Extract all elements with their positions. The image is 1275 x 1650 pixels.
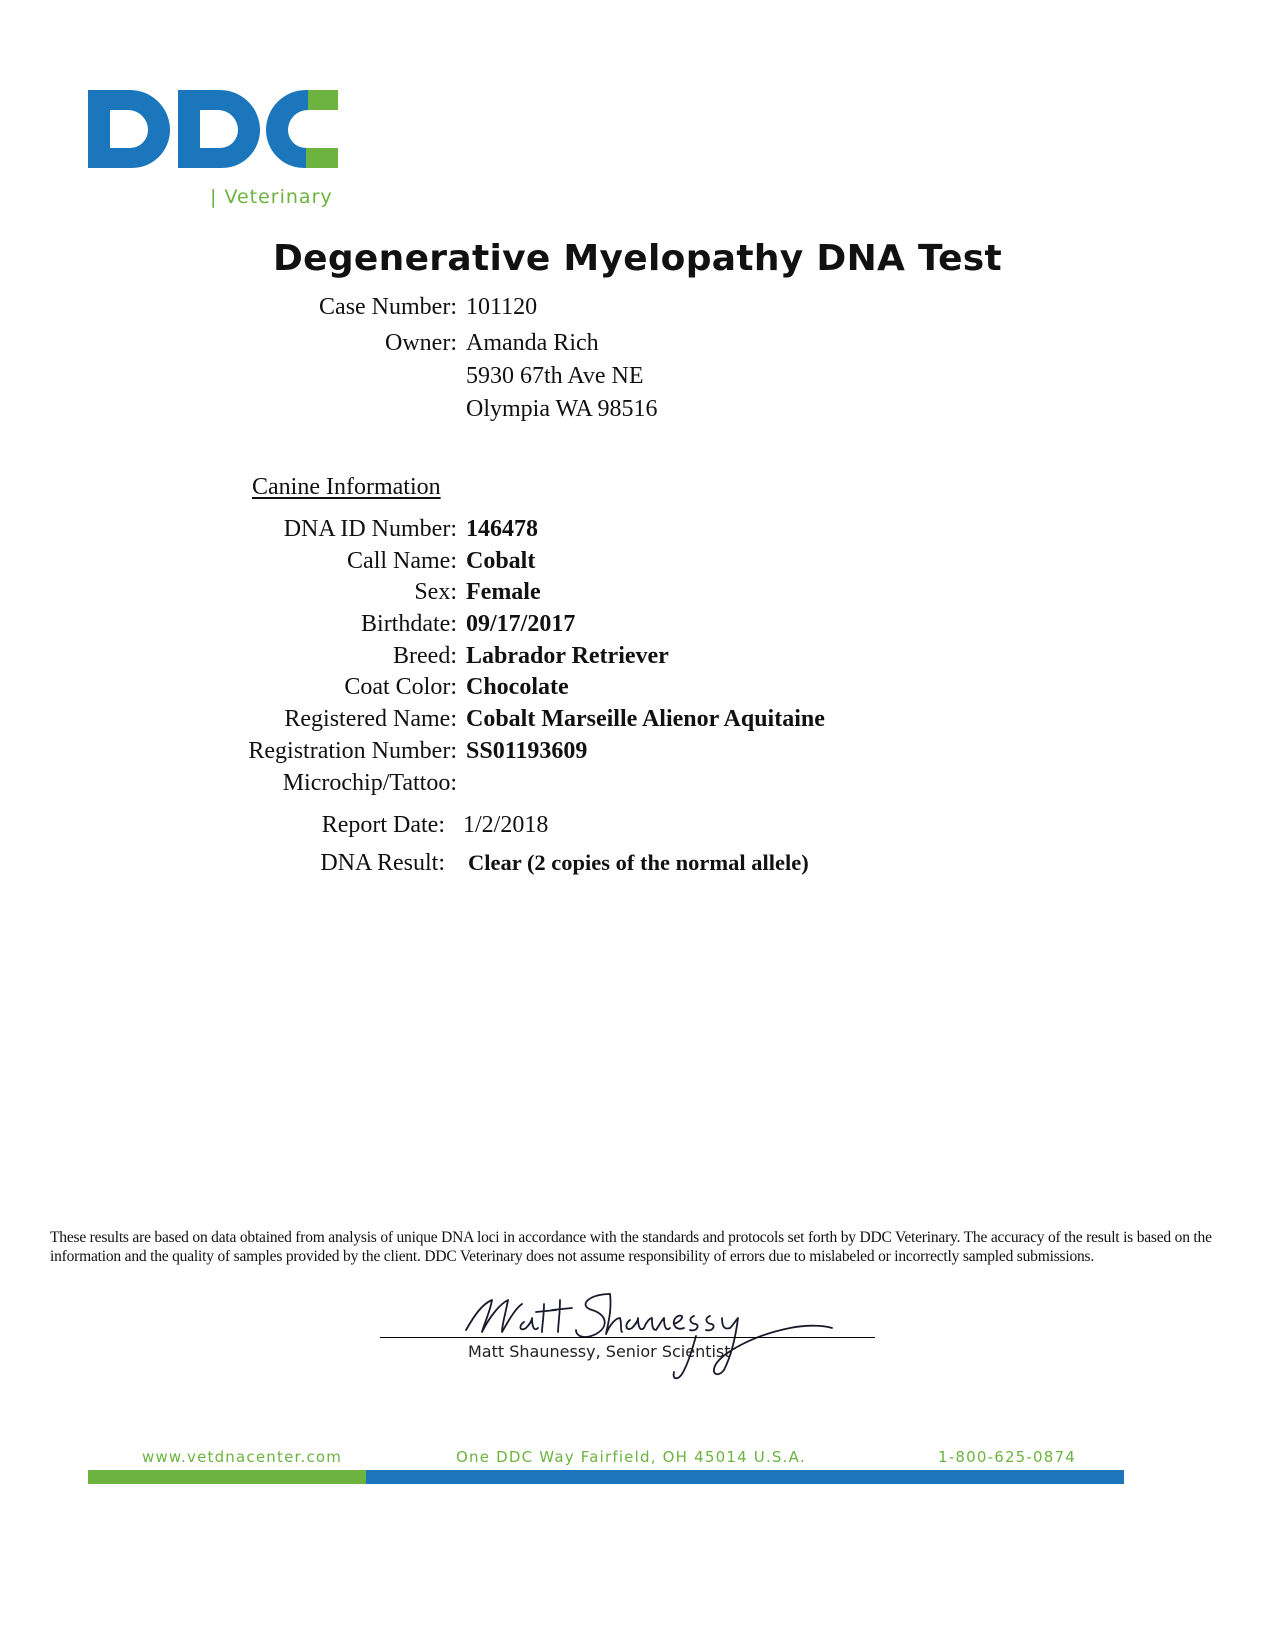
dna-id-value: 146478 [466, 516, 538, 542]
logo-subtitle: | Veterinary [210, 186, 333, 208]
signature-line [380, 1337, 875, 1338]
birthdate-value: 09/17/2017 [466, 611, 576, 637]
canine-information-heading: Canine Information [252, 474, 441, 500]
dna-result-value: Clear (2 copies of the normal allele) [468, 850, 809, 875]
registration-number-value: SS01193609 [466, 738, 588, 764]
call-name-label: Call Name: [347, 548, 457, 574]
sex-label: Sex: [414, 579, 457, 605]
registration-number-label: Registration Number: [248, 738, 457, 764]
footer-bar-blue [366, 1470, 1124, 1484]
document-title: Degenerative Myelopathy DNA Test [272, 238, 1003, 279]
owner-label: Owner: [385, 330, 457, 356]
owner-address-line-2: Olympia WA 98516 [466, 396, 658, 422]
coat-color-label: Coat Color: [344, 674, 457, 700]
dna-id-label: DNA ID Number: [283, 516, 457, 542]
registered-name-label: Registered Name: [284, 706, 457, 732]
breed-value: Labrador Retriever [466, 643, 669, 669]
footer-phone: 1-800-625-0874 [938, 1448, 1077, 1466]
case-number-value: 101120 [466, 294, 538, 320]
dna-result-label: DNA Result: [320, 850, 445, 876]
breed-label: Breed: [393, 643, 457, 669]
microchip-tattoo-label: Microchip/Tattoo: [282, 770, 457, 796]
report-date-label: Report Date: [321, 812, 445, 838]
footer-address: One DDC Way Fairfield, OH 45014 U.S.A. [456, 1448, 806, 1466]
birthdate-label: Birthdate: [361, 611, 457, 637]
sex-value: Female [466, 579, 541, 605]
registered-name-value: Cobalt Marseille Alienor Aquitaine [466, 706, 825, 732]
case-number-label: Case Number: [319, 294, 457, 320]
handwritten-signature [460, 1274, 840, 1386]
signer-name: Matt Shaunessy, Senior Scientist [468, 1342, 731, 1361]
footer-bar-green [88, 1470, 366, 1484]
owner-name: Amanda Rich [466, 330, 599, 356]
owner-address-line-1: 5930 67th Ave NE [466, 363, 644, 389]
call-name-value: Cobalt [466, 548, 536, 574]
coat-color-value: Chocolate [466, 674, 569, 700]
disclaimer-text: These results are based on data obtained from analysis of unique DNA loci in accordance with the standards and protocols set forth by DDC Veterinary. The accuracy of the result is based on the information and the quality of samples provided by the client. DDC Veterinary does not assume responsibility of errors due to mislabeled or incorrectly sampled submissions. [50, 1229, 1212, 1265]
report-date-value: 1/2/2018 [463, 812, 549, 838]
footer-website: www.vetdnacenter.com [142, 1448, 343, 1466]
